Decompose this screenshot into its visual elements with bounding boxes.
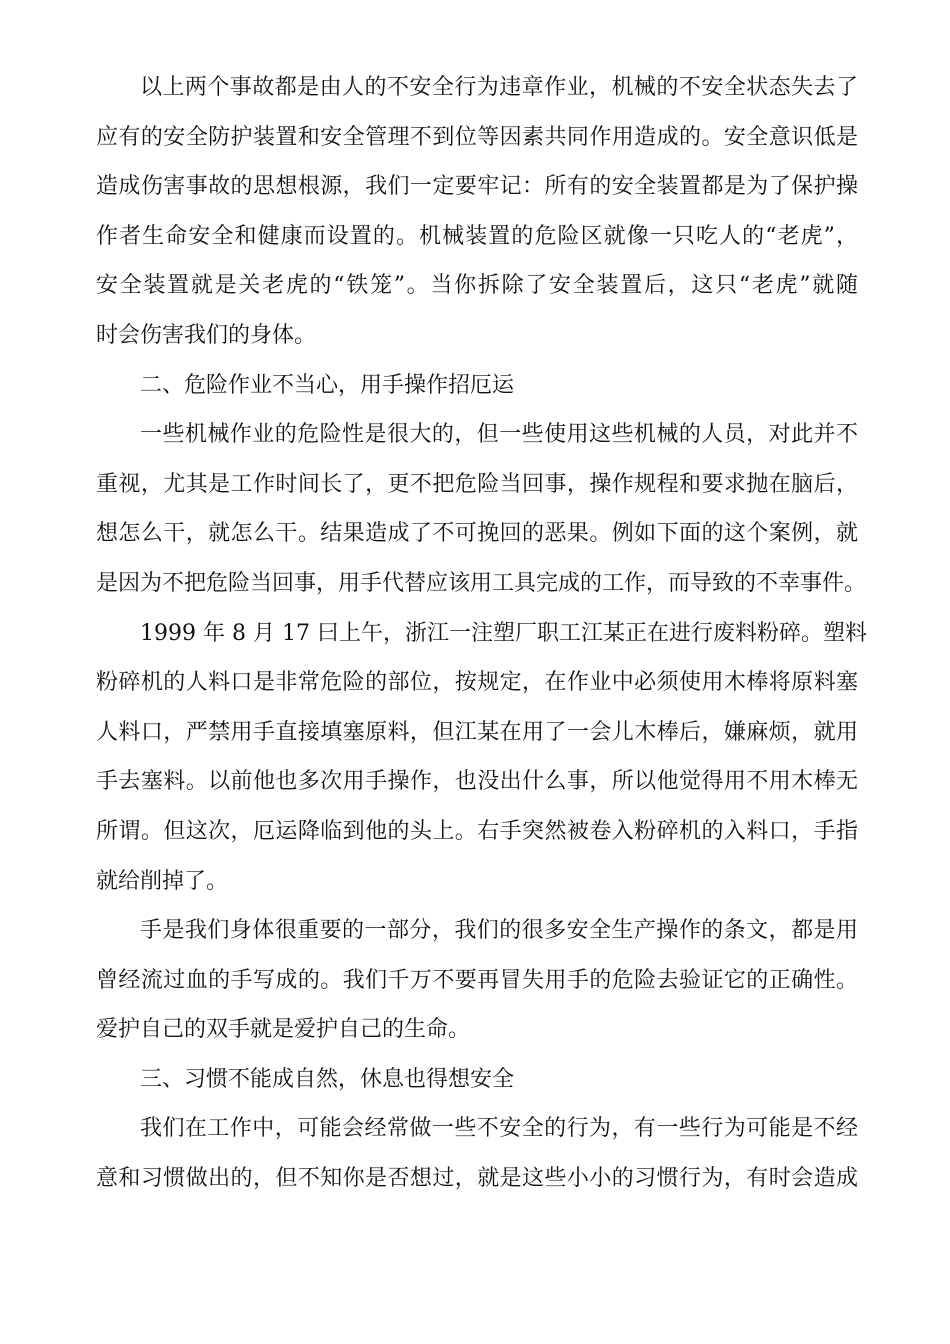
heading-line: 三、习惯不能成自然，休息也得想安全 [140,1066,515,1092]
text-line: 作者生命安全和健康而设置的。机械装置的危险区就像一只吃人的“老虎”， [96,223,858,249]
text-line: 所谓。但这次，厄运降临到他的头上。右手突然被卷入粉碎机的入料口，手指 [96,818,858,844]
text-line: 1999 年 8 月 17 曰上午，浙江一注塑厂职工江某正在进行废料粉碎。塑料 [140,620,867,646]
text-line: 我们在工作中，可能会经常做一些不安全的行为，有一些行为可能是不经 [140,1116,858,1142]
section-heading [96,1058,858,1108]
text-line: 爱护自己的双手就是爱护自己的生命。 [96,1017,471,1043]
text-line: 想怎么干，就怎么干。结果造成了不可挽回的恶果。例如下面的这个案例，就 [96,521,858,547]
paragraph [96,909,858,1058]
text-line: 手去塞料。以前他也多次用手操作，也没出什么事，所以他觉得用不用木棒无 [96,769,858,795]
heading-line: 二、危险作业不当心，用手操作招厄运 [140,372,515,398]
text-line: 以上两个事故都是由人的不安全行为违章作业，机械的不安全状态失去了 [140,75,858,100]
section-heading [96,364,858,414]
paragraph [96,66,858,364]
text-line: 手是我们身体很重要的一部分，我们的很多安全生产操作的条文，都是用 [140,918,858,944]
text-line: 造成伤害事故的思想根源，我们一定要牢记：所有的安全装置都是为了保护操 [96,174,858,200]
paragraph [96,413,867,611]
paragraph [96,612,867,910]
text-line: 人料口，严禁用手直接填塞原料，但江某在用了一会儿木棒后，嫌麻烦，就用 [96,719,858,745]
text-line: 粉碎机的人料口是非常危险的部位，按规定，在作业中必须使用木棒将原料塞 [96,670,858,696]
text-line: 曾经流过血的手写成的。我们千万不要再冒失用手的危险去验证它的正确性。 [96,967,858,993]
text-line: 就给削掉了。 [96,868,229,894]
text-line: 应有的安全防护装置和安全管理不到位等因素共同作用造成的。安全意识低是 [96,124,858,150]
text-line: 重视，尤其是工作时间长了，更不把危险当回事，操作规程和要求抛在脑后， [96,471,858,497]
text-line: 是因为不把危险当回事，用手代替应该用工具完成的工作，而导致的不幸事件。 [96,570,867,596]
text-line: 安全装置就是关老虎的“铁笼”。当你拆除了安全装置后，这只“老虎”就随 [96,273,858,299]
text-line: 时会伤害我们的身体。 [96,322,317,348]
text-line: 意和习惯做出的，但不知你是否想过，就是这些小小的习惯行为，有时会造成 [96,1166,858,1192]
document-page [96,66,867,1207]
text-line: 一些机械作业的危险性是很大的，但一些使用这些机械的人员，对此并不 [140,422,858,448]
paragraph [96,1107,858,1206]
